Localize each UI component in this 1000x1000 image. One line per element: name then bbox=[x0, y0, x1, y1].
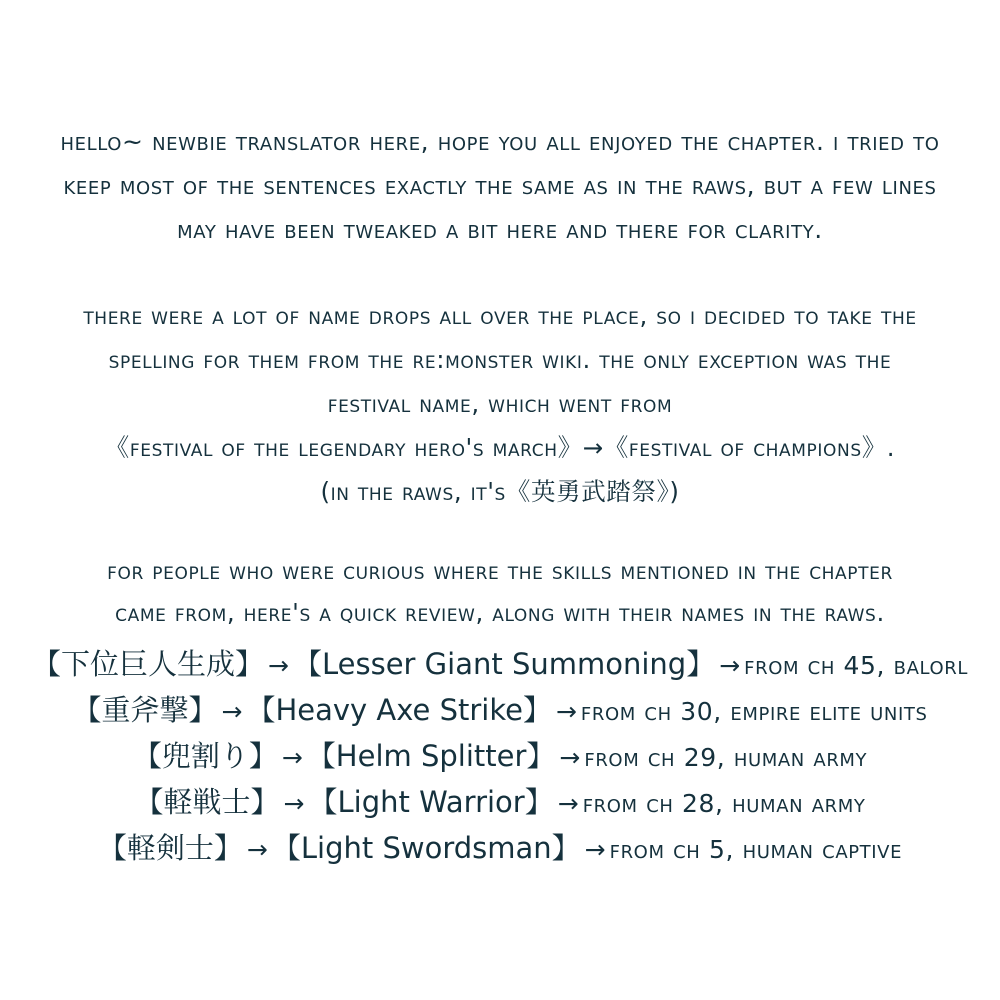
skills-list bbox=[18, 642, 982, 872]
arrow-icon: → bbox=[221, 697, 243, 726]
skill-translated-name: 【Lesser Giant Summoning】 bbox=[292, 647, 716, 681]
intro-line-3: may have been tweaked a bit here and there for clarity. bbox=[177, 215, 823, 244]
skill-row bbox=[18, 688, 982, 734]
skill-source: from ch 45, balorl bbox=[744, 651, 968, 680]
arrow-icon: → bbox=[584, 835, 606, 864]
skill-source: from ch 5, human captive bbox=[609, 835, 903, 864]
skill-source: from ch 30, empire elite units bbox=[580, 697, 928, 726]
arrow-icon: → bbox=[557, 789, 579, 818]
skill-source: from ch 28, human army bbox=[582, 789, 866, 818]
skill-row bbox=[18, 826, 982, 872]
intro-line-2: keep most of the sentences exactly the same as in the raws, but a few lines bbox=[63, 171, 937, 200]
naming-line-2: spelling for them from the re:monster wiki. the only exception was the bbox=[108, 345, 892, 374]
naming-line-5: (in the raws, it's《英勇武踏祭》) bbox=[320, 477, 680, 506]
skill-raw-name: 【軽戦士】 bbox=[134, 785, 280, 819]
intro-line-1: hello~ newbie translator here, hope you all enjoyed the chapter. i tried to bbox=[60, 127, 940, 156]
intro-paragraph bbox=[18, 120, 982, 252]
skills-intro-line-2: came from, here's a quick review, along with their names in the raws. bbox=[115, 598, 885, 627]
naming-line-3: festival name, which went from bbox=[327, 389, 673, 418]
skill-translated-name: 【Light Swordsman】 bbox=[271, 831, 581, 865]
skill-row bbox=[18, 642, 982, 688]
arrow-icon: → bbox=[283, 789, 305, 818]
skill-translated-name: 【Light Warrior】 bbox=[308, 785, 554, 819]
skill-translated-name: 【Helm Splitter】 bbox=[306, 739, 556, 773]
naming-paragraph bbox=[18, 294, 982, 514]
arrow-icon: → bbox=[246, 835, 268, 864]
arrow-icon: → bbox=[719, 651, 741, 680]
skill-row bbox=[18, 780, 982, 826]
skills-intro-paragraph bbox=[18, 550, 982, 634]
arrow-icon: → bbox=[268, 651, 289, 680]
skill-raw-name: 【重斧撃】 bbox=[72, 693, 218, 727]
skill-raw-name: 【下位巨人生成】 bbox=[32, 647, 265, 681]
skill-source: from ch 29, human army bbox=[584, 743, 868, 772]
arrow-icon: → bbox=[281, 743, 303, 772]
naming-line-4: 《festival of the legendary hero's march》→《festival of champions》. bbox=[104, 433, 896, 462]
arrow-icon: → bbox=[555, 697, 577, 726]
skill-raw-name: 【兜割り】 bbox=[132, 739, 278, 773]
arrow-icon: → bbox=[559, 743, 581, 772]
skill-translated-name: 【Heavy Axe Strike】 bbox=[246, 693, 552, 727]
skills-intro-line-1: for people who were curious where the skills mentioned in the chapter bbox=[107, 556, 893, 585]
skill-raw-name: 【軽剣士】 bbox=[97, 831, 243, 865]
skill-row bbox=[18, 734, 982, 780]
naming-line-1: there were a lot of name drops all over the place, so i decided to take the bbox=[83, 301, 917, 330]
